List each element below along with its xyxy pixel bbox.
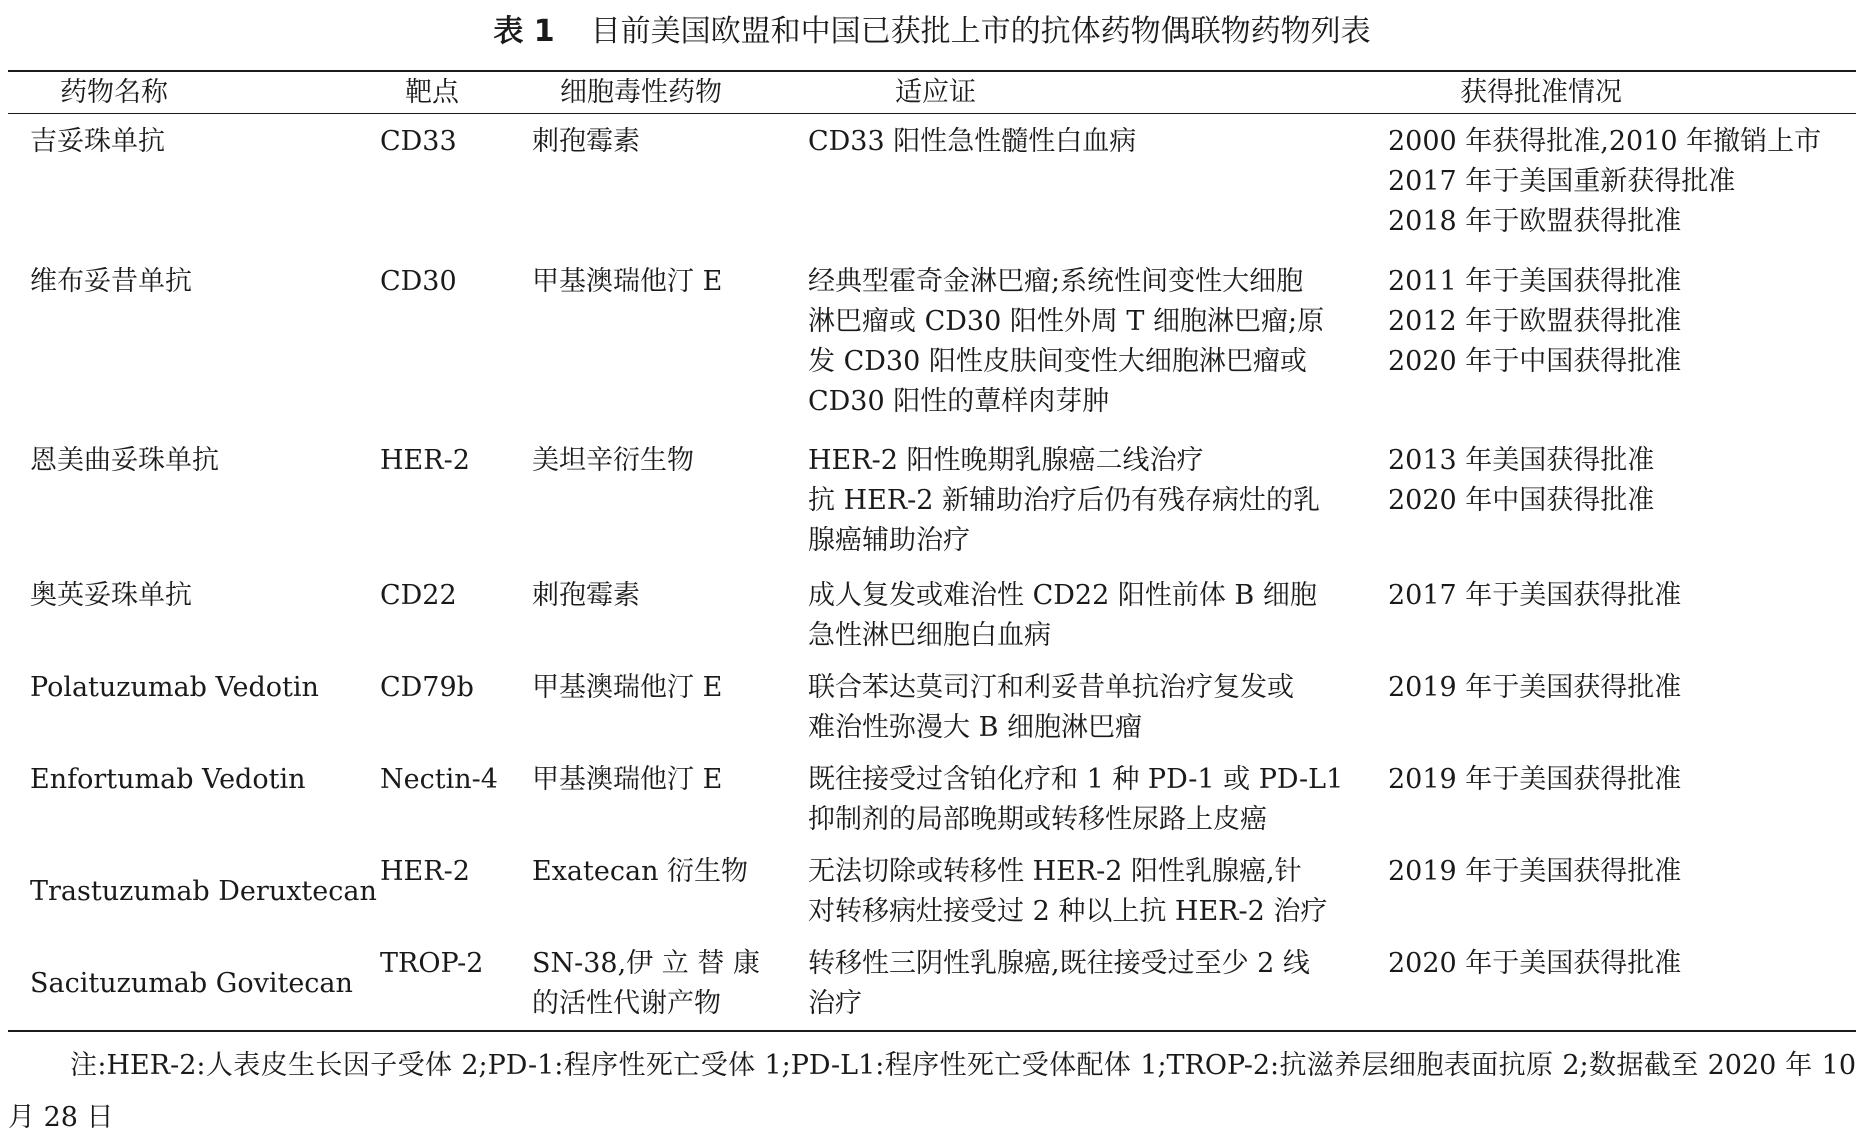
drug-cell bbox=[532, 576, 640, 616]
cell-line: 2017 年于美国重新获得批准 bbox=[1388, 166, 1736, 197]
header-indication: 适应证 bbox=[895, 77, 976, 108]
cell-line: CD33 阳性急性髓性白血病 bbox=[808, 126, 1137, 157]
cell-line: 经典型霍奇金淋巴瘤;系统性间变性大细胞 bbox=[808, 266, 1304, 297]
target-cell: CD22 bbox=[380, 580, 457, 611]
drug-cell bbox=[532, 852, 748, 892]
cell-line: 2000 年获得批准,2010 年撤销上市 bbox=[1388, 126, 1822, 157]
cell-line: 无法切除或转移性 HER-2 阳性乳腺癌,针 bbox=[808, 856, 1302, 887]
drug-name-cell: 奥英妥珠单抗 bbox=[30, 580, 192, 611]
drug-name-cell: 吉妥珠单抗 bbox=[30, 126, 165, 157]
cell-line: 2011 年于美国获得批准 bbox=[1388, 266, 1682, 297]
header-drug: 细胞毒性药物 bbox=[560, 77, 722, 108]
cell-line: 2020 年于中国获得批准 bbox=[1388, 346, 1682, 377]
target-cell: Nectin-4 bbox=[380, 764, 498, 795]
caption-label: 表 1 bbox=[493, 14, 555, 49]
cell-line: 淋巴瘤或 CD30 阳性外周 T 细胞淋巴瘤;原 bbox=[808, 306, 1325, 337]
indication-cell bbox=[808, 760, 1343, 840]
indication-cell bbox=[808, 262, 1324, 422]
indication-cell bbox=[808, 668, 1294, 748]
approval-cell bbox=[1388, 852, 1681, 892]
target-cell: TROP-2 bbox=[380, 948, 484, 979]
approval-cell bbox=[1388, 944, 1681, 984]
cell-line: CD30 阳性的蕈样肉芽肿 bbox=[808, 386, 1110, 417]
drug-cell bbox=[532, 122, 640, 162]
cell-line: 甲基澳瑞他汀 E bbox=[532, 764, 723, 795]
cell-line: 急性淋巴细胞白血病 bbox=[808, 620, 1051, 651]
approval-cell bbox=[1388, 122, 1821, 242]
drug-cell bbox=[532, 668, 722, 708]
cell-line: 2017 年于美国获得批准 bbox=[1388, 580, 1682, 611]
drug-name-cell: Enfortumab Vedotin bbox=[30, 764, 306, 795]
cell-line: 甲基澳瑞他汀 E bbox=[532, 266, 723, 297]
drug-name-cell: 维布妥昔单抗 bbox=[30, 266, 192, 297]
cell-line: 甲基澳瑞他汀 E bbox=[532, 672, 723, 703]
target-cell: CD33 bbox=[380, 126, 457, 157]
drug-cell bbox=[532, 262, 722, 302]
drug-name-cell: 恩美曲妥珠单抗 bbox=[30, 445, 219, 476]
target-cell: HER-2 bbox=[380, 445, 470, 476]
cell-line: 2019 年于美国获得批准 bbox=[1388, 856, 1682, 887]
caption-title: 目前美国欧盟和中国已获批上市的抗体药物偶联物药物列表 bbox=[590, 14, 1371, 49]
drug-cell bbox=[532, 944, 760, 1024]
cell-line: 刺孢霉素 bbox=[532, 580, 640, 611]
cell-line: 成人复发或难治性 CD22 阳性前体 B 细胞 bbox=[808, 580, 1317, 611]
bottom-rule bbox=[8, 1030, 1856, 1032]
approval-cell bbox=[1388, 668, 1681, 708]
cell-line: 2019 年于美国获得批准 bbox=[1388, 764, 1682, 795]
approval-cell bbox=[1388, 441, 1654, 521]
indication-cell bbox=[808, 122, 1136, 162]
cell-line: 转移性三阴性乳腺癌,既往接受过至少 2 线 bbox=[808, 948, 1310, 979]
cell-line: 发 CD30 阳性皮肤间变性大细胞淋巴瘤或 bbox=[808, 346, 1307, 377]
cell-line: 难治性弥漫大 B 细胞淋巴瘤 bbox=[808, 712, 1143, 743]
header-approval: 获得批准情况 bbox=[1460, 77, 1622, 108]
cell-line: 2020 年中国获得批准 bbox=[1388, 485, 1655, 516]
approval-cell bbox=[1388, 760, 1681, 800]
cell-line: 腺癌辅助治疗 bbox=[808, 525, 970, 556]
drug-cell bbox=[532, 441, 694, 481]
cell-line: 2013 年美国获得批准 bbox=[1388, 445, 1655, 476]
drug-name-cell: Sacituzumab Govitecan bbox=[30, 968, 353, 999]
cell-line: 2018 年于欧盟获得批准 bbox=[1388, 206, 1682, 237]
indication-cell bbox=[808, 441, 1320, 561]
target-cell: HER-2 bbox=[380, 856, 470, 887]
target-cell: CD30 bbox=[380, 266, 457, 297]
cell-line: HER-2 阳性晚期乳腺癌二线治疗 bbox=[808, 445, 1204, 476]
cell-line: 2020 年于美国获得批准 bbox=[1388, 948, 1682, 979]
header-target: 靶点 bbox=[405, 77, 459, 108]
cell-line: 对转移病灶接受过 2 种以上抗 HER-2 治疗 bbox=[808, 896, 1328, 927]
indication-cell bbox=[808, 576, 1317, 656]
cell-line: 抑制剂的局部晚期或转移性尿路上皮癌 bbox=[808, 804, 1267, 835]
table-note: 注:HER-2:人表皮生长因子受体 2;PD-1:程序性死亡受体 1;PD-L1:程序性死亡受体配体 1;TROP-2:抗滋养层细胞表面抗原 2;数据截至 2020 年 10 月 28 日 bbox=[8, 1050, 1856, 1133]
cell-line: SN-38,伊 立 替 康 bbox=[532, 948, 760, 979]
drug-name-cell: Trastuzumab Deruxtecan bbox=[30, 876, 377, 907]
header-name: 药物名称 bbox=[60, 77, 168, 108]
approval-cell bbox=[1388, 576, 1681, 616]
drug-cell bbox=[532, 760, 722, 800]
cell-line: 2012 年于欧盟获得批准 bbox=[1388, 306, 1682, 337]
cell-line: 刺孢霉素 bbox=[532, 126, 640, 157]
cell-line: 抗 HER-2 新辅助治疗后仍有残存病灶的乳 bbox=[808, 485, 1321, 516]
drug-name-cell: Polatuzumab Vedotin bbox=[30, 672, 319, 703]
table-caption bbox=[0, 8, 1864, 56]
target-cell: CD79b bbox=[380, 672, 474, 703]
cell-line: 的活性代谢产物 bbox=[532, 988, 721, 1019]
cell-line: Exatecan 衍生物 bbox=[532, 856, 749, 887]
cell-line: 美坦辛衍生物 bbox=[532, 445, 694, 476]
indication-cell bbox=[808, 852, 1327, 932]
cell-line: 治疗 bbox=[808, 988, 862, 1019]
top-rule bbox=[8, 70, 1856, 72]
cell-line: 2019 年于美国获得批准 bbox=[1388, 672, 1682, 703]
cell-line: 联合苯达莫司汀和利妥昔单抗治疗复发或 bbox=[808, 672, 1294, 703]
cell-line: 既往接受过含铂化疗和 1 种 PD-1 或 PD-L1 bbox=[808, 764, 1344, 795]
indication-cell bbox=[808, 944, 1310, 1024]
header-rule bbox=[8, 113, 1856, 114]
approval-cell bbox=[1388, 262, 1681, 382]
